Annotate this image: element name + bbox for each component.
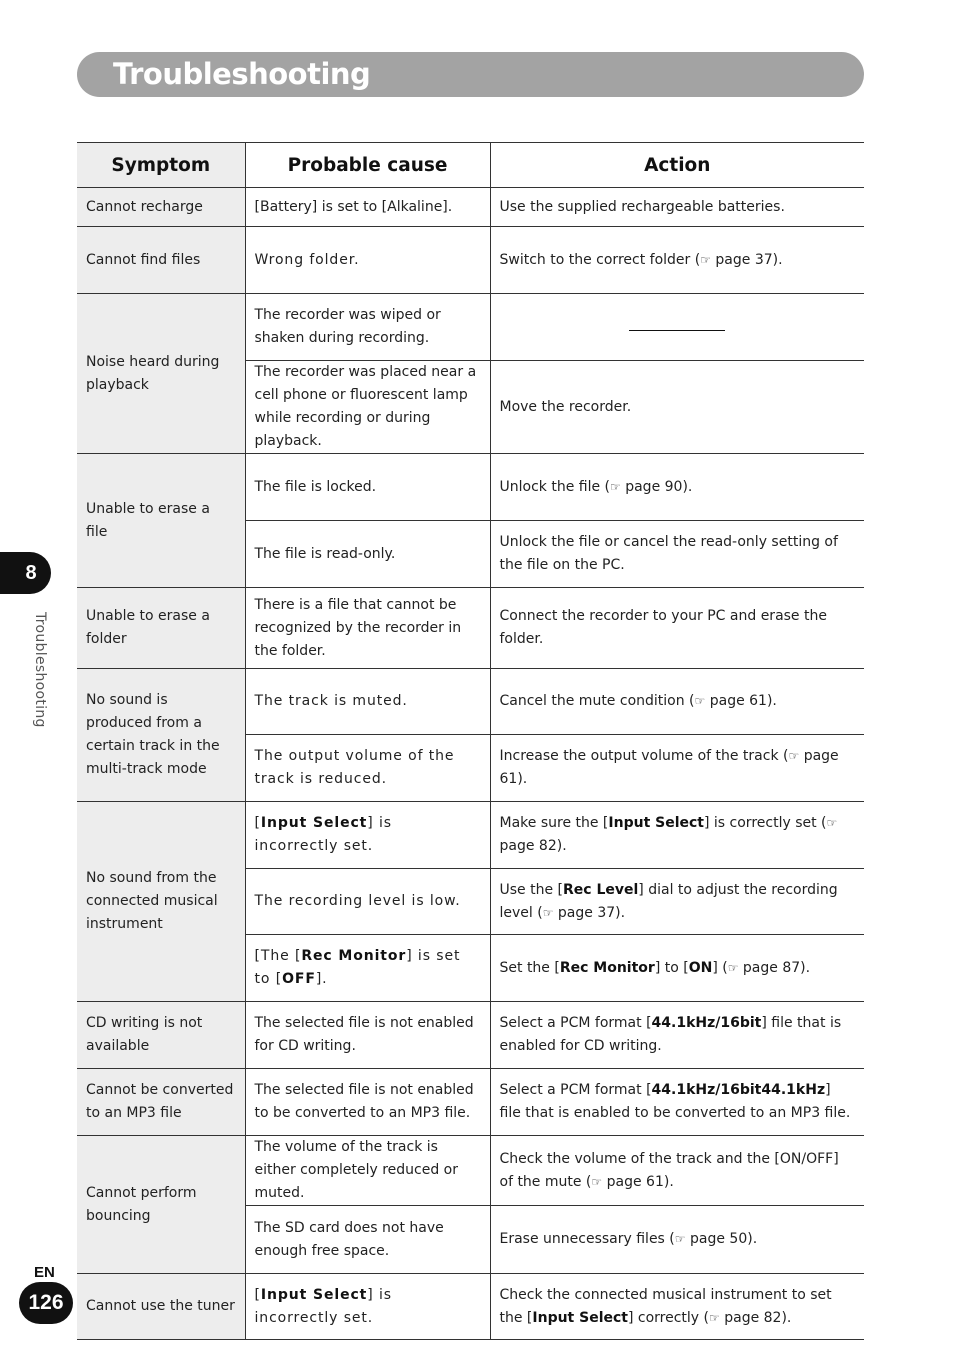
symptom-cell: Noise heard during playback <box>77 294 245 454</box>
action-text: Select a PCM format [ <box>499 1015 652 1031</box>
symptom-cell: No sound from the connected musical instrument <box>77 802 245 1002</box>
action-bold: ON <box>688 959 713 976</box>
cause-text: [ <box>254 815 261 831</box>
action-text: ] to [ <box>654 959 689 976</box>
symptom-cell: CD writing is not available <box>77 1002 245 1069</box>
action-text: page 82). <box>499 838 567 854</box>
cause-text: ] is incorrectly set. <box>254 1286 392 1326</box>
chapter-number: 8 <box>25 562 37 584</box>
action-cell <box>490 454 864 521</box>
action-cell <box>490 1274 864 1340</box>
symptom-cell: Unable to erase a folder <box>77 588 245 669</box>
cause-cell: The recorder was wiped or shaken during recording. <box>245 294 490 361</box>
page-ref-icon: ☞ <box>826 816 838 830</box>
cause-cell: The track is muted. <box>245 669 490 735</box>
symptom-cell: Unable to erase a file <box>77 454 245 588</box>
action-text: page 61). <box>602 1173 674 1190</box>
table-row <box>77 802 864 869</box>
action-bold: Input Select <box>532 1309 628 1326</box>
cause-cell <box>245 935 490 1002</box>
action-cell <box>490 1206 864 1274</box>
action-cell <box>490 802 864 869</box>
action-text: Make sure the [ <box>499 815 609 831</box>
table-row <box>77 669 864 735</box>
cause-cell: The file is locked. <box>245 454 490 521</box>
cause-cell: [Battery] is set to [Alkaline]. <box>245 188 490 227</box>
action-text: Switch to the correct folder ( <box>499 251 701 268</box>
page-ref-icon: ☞ <box>542 905 554 920</box>
symptom-cell: Cannot be converted to an MP3 file <box>77 1069 245 1136</box>
cause-cell: The recording level is low. <box>245 869 490 935</box>
table-row <box>77 227 864 294</box>
page-ref-icon: ☞ <box>591 1174 603 1189</box>
cause-text: [The [ <box>254 948 302 964</box>
cause-cell: The recorder was placed near a cell phone or fluorescent lamp while recording or during playback. <box>245 361 490 454</box>
action-cell: Use the supplied rechargeable batteries. <box>490 188 864 227</box>
action-text: ] file that is enabled to be converted to an MP3 file. <box>499 1082 851 1121</box>
symptom-cell: No sound is produced from a certain track in the multi-track mode <box>77 669 245 802</box>
action-text: Unlock the file ( <box>499 478 610 495</box>
action-cell: Move the recorder. <box>490 361 864 454</box>
action-cell <box>490 1069 864 1136</box>
header-symptom: Symptom <box>77 143 245 188</box>
action-cell <box>490 935 864 1002</box>
header-cause: Probable cause <box>245 143 490 188</box>
action-bold: Rec Level <box>563 881 639 898</box>
header-row <box>77 143 864 188</box>
table-row <box>77 1274 864 1340</box>
action-text: page 37). <box>710 251 783 268</box>
cause-text: ] is set to [ <box>254 948 461 987</box>
symptom-cell: Cannot find files <box>77 227 245 294</box>
action-text: Increase the output volume of the track ( <box>499 748 789 764</box>
cause-cell: Wrong folder. <box>245 227 490 294</box>
action-bold: Rec Monitor <box>559 959 655 976</box>
chapter-side-label: Troubleshooting <box>32 612 48 728</box>
page-ref-icon: ☞ <box>700 252 711 267</box>
cause-text: ]. <box>315 971 328 987</box>
action-cell <box>490 1002 864 1069</box>
action-cell: Connect the recorder to your PC and erase the folder. <box>490 588 864 669</box>
action-text: ] is correctly set ( <box>704 815 827 831</box>
page-title: Troubleshooting <box>113 57 371 91</box>
action-text: ] correctly ( <box>627 1309 710 1326</box>
page-ref-icon: ☞ <box>709 1310 720 1325</box>
cause-cell <box>245 1274 490 1340</box>
cause-bold: Input Select <box>260 815 368 831</box>
action-text: page 61). <box>705 693 777 709</box>
cause-text: ] is incorrectly set. <box>254 815 392 854</box>
page-ref-icon: ☞ <box>727 960 739 975</box>
cause-cell: The volume of the track is either completely reduced or muted. <box>245 1136 490 1206</box>
action-text: Cancel the mute condition ( <box>499 693 695 709</box>
action-text: Use the [ <box>499 881 563 898</box>
cause-cell: The output volume of the track is reduced. <box>245 735 490 802</box>
table-row <box>77 454 864 521</box>
action-text: Select a PCM format [ <box>499 1082 652 1098</box>
cause-cell: The selected file is not enabled for CD writing. <box>245 1002 490 1069</box>
cause-bold: Input Select <box>260 1286 368 1303</box>
page-ref-icon: ☞ <box>610 479 621 494</box>
action-text: Check the connected musical instrument to set the [ <box>499 1286 832 1326</box>
cause-bold: OFF <box>282 971 316 987</box>
action-text: page 90). <box>620 478 693 495</box>
table-row <box>77 188 864 227</box>
header-action: Action <box>490 143 864 188</box>
page-ref-icon: ☞ <box>674 1232 686 1246</box>
action-text: Erase unnecessary files ( <box>499 1231 675 1247</box>
action-cell <box>490 1136 864 1206</box>
page-number: 126 <box>28 1291 64 1314</box>
action-text: page 37). <box>553 904 626 921</box>
page-ref-icon: ☞ <box>694 694 706 708</box>
symptom-cell: Cannot use the tuner <box>77 1274 245 1340</box>
cause-cell <box>245 802 490 869</box>
action-cell <box>490 294 864 361</box>
action-bold: 44.1kHz/16bit <box>651 1015 762 1031</box>
action-cell <box>490 869 864 935</box>
cause-cell: The SD card does not have enough free space. <box>245 1206 490 1274</box>
action-bold: Input Select <box>608 815 704 831</box>
action-text: ] file that is enabled for CD writing. <box>499 1015 842 1054</box>
cause-cell: The selected file is not enabled to be converted to an MP3 file. <box>245 1069 490 1136</box>
table-row <box>77 1136 864 1206</box>
cause-cell: There is a file that cannot be recognized by the recorder in the folder. <box>245 588 490 669</box>
cause-cell: The file is read-only. <box>245 521 490 588</box>
symptom-cell: Cannot perform bouncing <box>77 1136 245 1274</box>
action-text: ] ( <box>712 959 728 976</box>
symptom-cell: Cannot recharge <box>77 188 245 227</box>
action-cell: Unlock the file or cancel the read-only setting of the file on the PC. <box>490 521 864 588</box>
action-text: ] dial to adjust the recording level ( <box>499 881 838 921</box>
action-bold: 44.1kHz/16bit44.1kHz <box>651 1082 826 1098</box>
action-cell <box>490 735 864 802</box>
table-row <box>77 1002 864 1069</box>
action-cell <box>490 227 864 294</box>
action-cell <box>490 669 864 735</box>
title-bar <box>77 52 864 97</box>
action-text: page 61). <box>499 748 839 787</box>
table-row <box>77 588 864 669</box>
action-text: Check the volume of the track and the [ON/OFF] of the mute ( <box>499 1150 839 1190</box>
redaction-line <box>629 316 725 331</box>
table-row <box>77 294 864 361</box>
troubleshooting-table <box>77 142 864 1340</box>
cause-bold: Rec Monitor <box>301 948 407 964</box>
action-text: Set the [ <box>499 959 560 976</box>
action-text: page 87). <box>738 959 811 976</box>
action-text: page 50). <box>685 1231 758 1247</box>
page-ref-icon: ☞ <box>788 749 800 763</box>
language-label: EN <box>34 1264 55 1281</box>
table-row <box>77 1069 864 1136</box>
cause-text: [ <box>254 1286 261 1303</box>
action-text: page 82). <box>719 1309 792 1326</box>
